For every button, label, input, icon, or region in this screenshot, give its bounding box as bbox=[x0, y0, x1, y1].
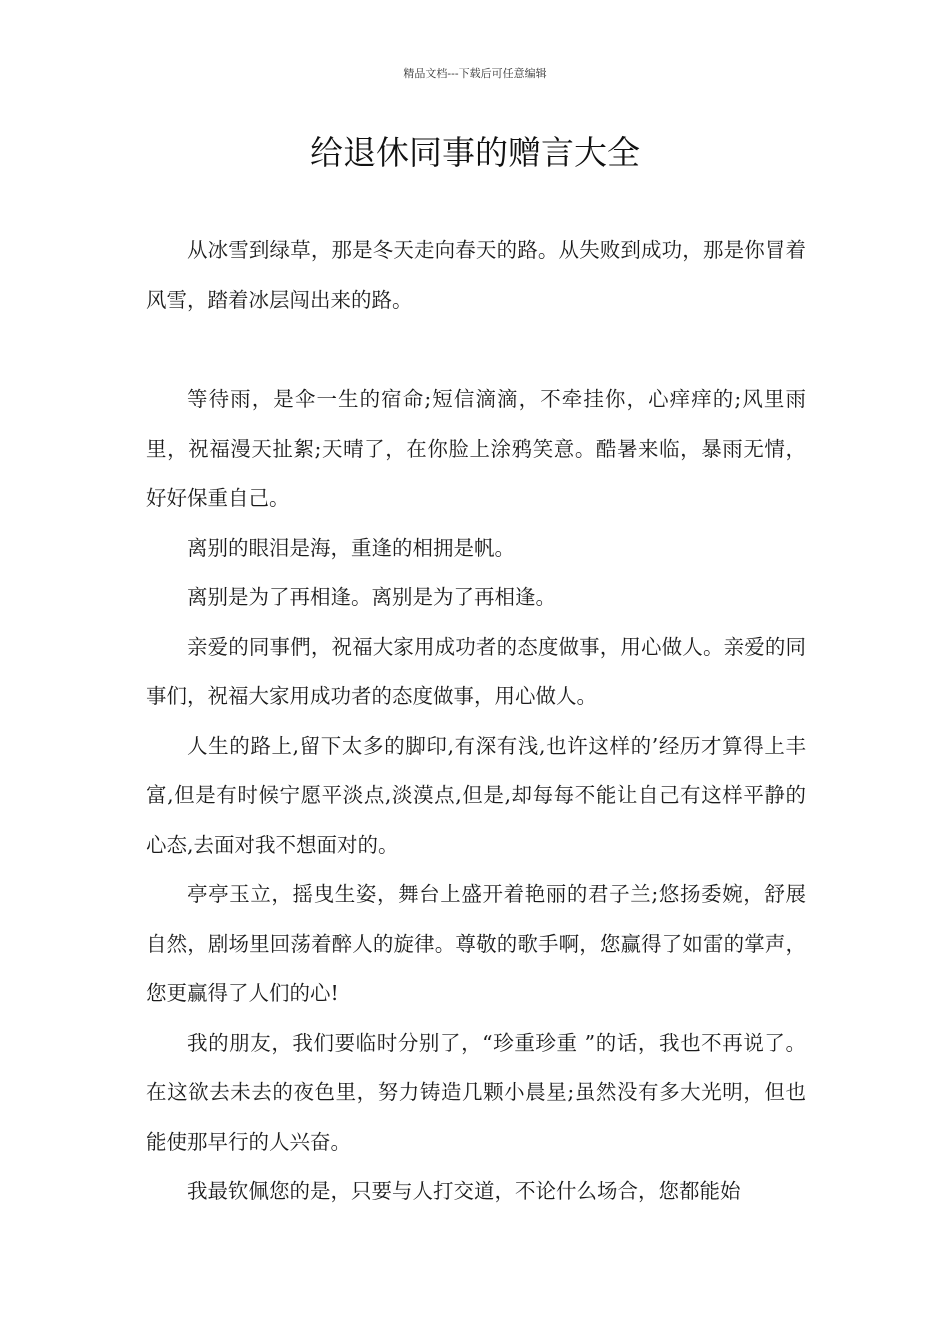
paragraph: 从冰雪到绿草，那是冬天走向春天的路。从失败到成功，那是你冒着风雪，踏着冰层闯出来的路。 bbox=[146, 238, 806, 312]
paragraph: 我最钦佩您的是，只要与人打交道，不论什么场合，您都能始 bbox=[187, 1179, 741, 1203]
paragraph: 等待雨，是伞一生的宿命;短信滴滴，不牵挂你，心痒痒的;风里雨里，祝福漫天扯絮;天晴了，在你脸上涂鸦笑意。酷暑来临，暴雨无情，好好保重自己。 bbox=[146, 387, 806, 510]
paragraph: 离别是为了再相逢。离别是为了再相逢。 bbox=[187, 585, 556, 609]
document-body bbox=[146, 226, 806, 1217]
paragraph: 人生的路上,留下太多的脚印,有深有浅,也许这样的’经历才算得上丰富,但是有时候宁愿平淡点,淡漠点,但是,却每每不能让自己有这样平静的心态,去面对我不想面对的。 bbox=[146, 733, 806, 857]
header-note: 精品文档---下载后可任意编辑 bbox=[403, 67, 547, 80]
paragraph: 亲爱的同事們，祝福大家用成功者的态度做事，用心做人。亲爱的同事们，祝福大家用成功者的态度做事，用心做人。 bbox=[146, 634, 806, 708]
page-title: 给退休同事的赠言大全 bbox=[310, 133, 640, 172]
paragraph: 亭亭玉立，摇曳生姿，舞台上盛开着艳丽的君子兰;悠扬委婉，舒展自然，剧场里回荡着醉人的旋律。尊敬的歌手啊，您赢得了如雷的掌声，您更赢得了人们的心! bbox=[146, 882, 806, 1005]
paragraph: 我的朋友，我们要临时分别了，“珍重珍重 ”的话，我也不再说了。在这欲去未去的夜色里，努力铸造几颗小晨星;虽然没有多大光明，但也能使那早行的人兴奋。 bbox=[146, 1030, 806, 1154]
paragraph: 离别的眼泪是海，重逢的相拥是帆。 bbox=[187, 535, 515, 560]
